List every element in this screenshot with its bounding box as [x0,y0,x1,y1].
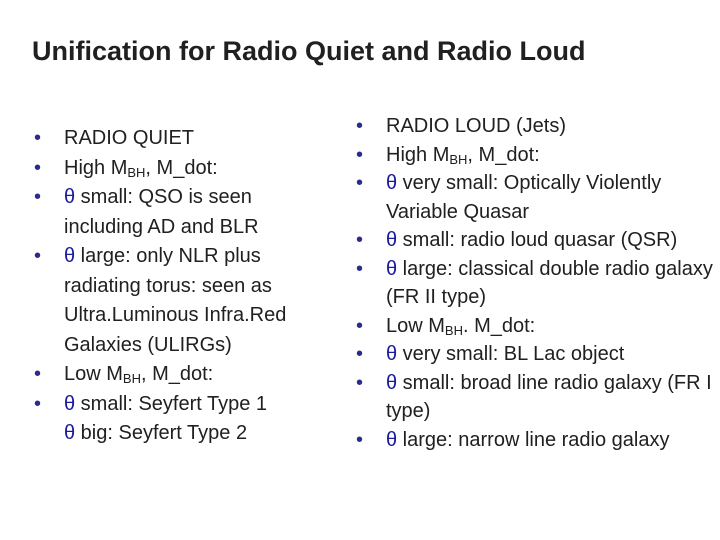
bullet-text: very small: Optically Violently Variable Quasar [386,172,662,223]
bullet-text: big: Seyfert Type 2 [75,422,248,444]
theta-symbol: θ [386,343,398,365]
bullet-marker: • [356,314,364,337]
bullet-item [356,112,716,141]
bullet-marker: • [34,156,42,179]
subscript-bh: BH [122,371,141,386]
bullet-item [356,340,716,369]
bullet-text: Low M [64,363,123,385]
bullet-text: , M_dot: [145,156,218,179]
theta-symbol: θ [386,428,398,451]
bullet-marker: • [356,172,364,194]
theta-symbol: θ [64,245,76,267]
bullet-text: RADIO QUIET [64,127,195,149]
bullet-text: , M_dot: [140,363,214,385]
theta-symbol: θ [64,392,76,415]
theta-symbol: θ [386,229,398,251]
theta-symbol: θ [64,186,76,208]
bullet-marker: • [34,186,42,208]
bullet-text: High M [386,143,450,166]
theta-symbol: θ [386,257,398,280]
bullet-text: small: Seyfert Type 1 [75,392,268,415]
bullet-item [356,312,716,341]
bullet-text: very small: BL Lac object [397,343,625,365]
bullet-item [34,360,334,390]
subscript-bh: BH [127,164,146,180]
bullet-marker: • [34,245,42,267]
bullet-item [34,390,334,449]
subscript-bh: BH [444,322,463,338]
bullet-marker: • [34,392,42,415]
bullet-text: , M_dot: [467,143,540,166]
bullet-item [34,242,334,360]
bullet-text: large: narrow line radio galaxy [397,428,670,451]
bullet-item [356,169,716,226]
bullet-text: large: only NLR plus radiating torus: seen as Ultra.Luminous Infra.Red Galaxies (ULIRGs) [64,245,287,356]
radio-loud-list [356,112,716,454]
theta-symbol: θ [386,371,398,394]
bullet-text: large: classical double radio galaxy (FR II type) [386,257,713,308]
bullet-text: RADIO LOUD (Jets) [386,115,567,137]
bullet-item [34,183,334,242]
subscript-bh: BH [449,151,468,167]
bullet-text: small: broad line radio galaxy (FR I type) [386,371,712,422]
bullet-text: . M_dot: [462,314,536,337]
slide-title: Unification for Radio Quiet and Radio Loud [32,36,586,66]
theta-symbol: θ [386,172,398,194]
bullet-marker: • [34,127,42,149]
bullet-marker: • [356,371,364,394]
bullet-item [34,124,334,154]
bullet-marker: • [356,143,364,166]
bullet-item [356,426,716,455]
bullet-marker: • [356,428,364,451]
bullet-marker: • [356,229,364,251]
bullet-text: High M [64,156,128,179]
radio-quiet-list [34,124,334,449]
bullet-text: small: radio loud quasar (QSR) [397,229,678,251]
bullet-item [356,255,716,312]
bullet-text: Low M [386,314,445,337]
bullet-item [356,369,716,426]
bullet-marker: • [34,363,42,385]
theta-symbol: θ [64,422,76,444]
bullet-item [356,141,716,170]
bullet-text: small: QSO is seen including AD and BLR [64,186,259,238]
bullet-marker: • [356,257,364,280]
bullet-item [356,226,716,255]
bullet-item [34,154,334,184]
bullet-marker: • [356,343,364,365]
bullet-marker: • [356,115,364,137]
